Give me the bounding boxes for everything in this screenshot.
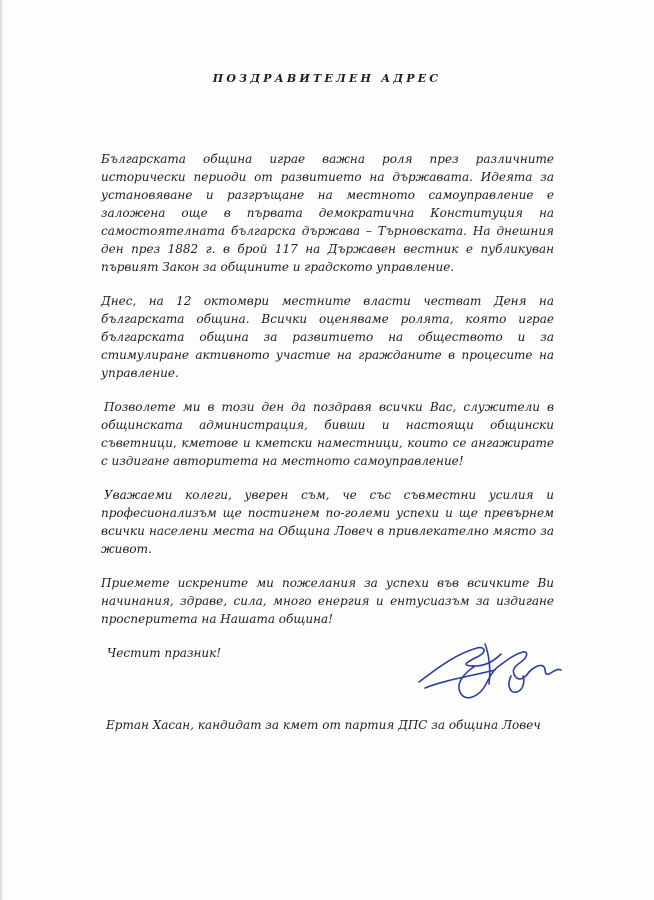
paragraph-municipality-day: Днес, на 12 октомври местните власти честват Деня на българската община. Всички оценяваме ролята, която играе българската община за развитието на обществото и за стимулиране активното участие на гражданите в процесите на управление. <box>101 294 554 380</box>
paragraph-colleagues: Уважаеми колеги, уверен съм, че със съвместни усилия и професионализъм ще постигнем по-големи успехи и ще превърнем всички населени места на Община Ловеч в привлекателно място за живот. <box>101 488 554 556</box>
signer-line: Ертан Хасан, кандидат за кмет от партия ДПС за община Ловеч <box>106 718 541 732</box>
scan-edge-shadow <box>0 0 3 900</box>
paragraph-wishes: Приемете искрените ми пожелания за успехи във всичките Ви начинания, здраве, сила, много енергия и ентусиазъм за издигане просперитета на Нашата община! <box>101 576 554 626</box>
closing-line: Честит празник! <box>107 646 222 660</box>
letter-body <box>101 150 554 662</box>
handwritten-signature <box>415 640 565 710</box>
letter-title: ПОЗДРАВИТЕЛЕН АДРЕС <box>212 72 442 85</box>
paragraph-history: Българската община играе важна роля през различните исторически периоди от развитието на държавата. Идеята за установяване и разгръщане на местното самоуправление е заложена още в първата демократична Конституция на самостоятелната българска държава – Търновската. На днешния ден през 1882 г. в брой 117 на Държавен вестник е публикуван първият Закон за общините и градското управление. <box>101 152 554 274</box>
paragraph-greetings: Позволете ми в този ден да поздравя всички Вас, служители в общинската администрация, бивши и настоящи общински съветници, кметове и кметски наместници, които се ангажирате с издигане авторитета на местното самоуправление! <box>101 400 554 468</box>
